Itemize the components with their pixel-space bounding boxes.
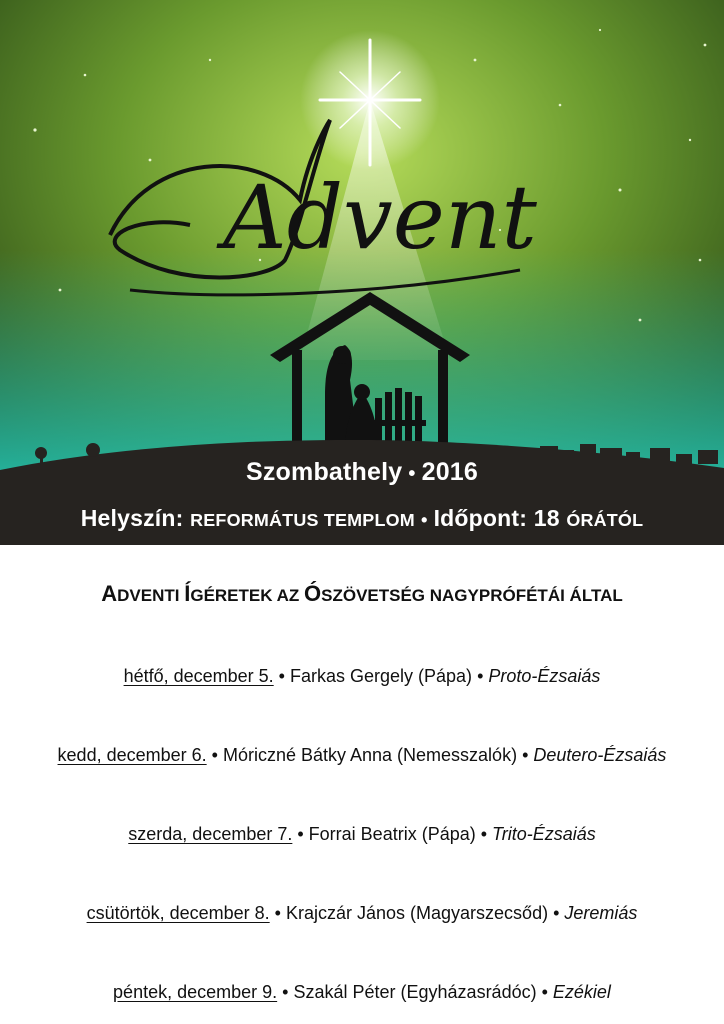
schedule-book: Proto-Ézsaiás — [488, 666, 601, 686]
bullet-separator: • — [274, 903, 281, 923]
schedule-date: hétfő, december 5. — [123, 666, 274, 686]
schedule-item — [0, 903, 724, 924]
schedule-speaker: Krajczár János (Magyarszecsőd) — [285, 903, 549, 923]
bullet-separator: • — [408, 463, 416, 485]
city-name: Szombathely — [245, 458, 403, 486]
location-time-line — [0, 505, 724, 532]
heading-text: SZÖVETSÉG NAGYPRÓFÉTÁI ÁLTAL — [321, 586, 623, 605]
bullet-separator: • — [211, 745, 218, 765]
schedule-date: csütörtök, december 8. — [86, 903, 270, 923]
bullet-separator: • — [480, 824, 488, 844]
heading-cap: A — [101, 581, 118, 606]
year: 2016 — [421, 458, 479, 486]
advent-title-text: Advent — [223, 166, 537, 269]
city-year-line — [0, 458, 724, 487]
bullet-separator: • — [477, 666, 484, 686]
bullet-separator: • — [278, 666, 285, 686]
schedule-book: Ezékiel — [552, 982, 611, 1002]
schedule-speaker: Móriczné Bátky Anna (Nemesszalók) — [222, 745, 518, 765]
schedule-item — [0, 666, 724, 687]
bullet-separator: • — [297, 824, 304, 844]
bullet-separator: • — [522, 745, 529, 765]
schedule-book: Trito-Ézsaiás — [492, 824, 596, 844]
bullet-separator: • — [282, 982, 289, 1002]
schedule-book: Deutero-Ézsaiás — [533, 745, 667, 765]
bullet-separator: • — [553, 903, 560, 923]
schedule-date: szerda, december 7. — [128, 824, 293, 844]
schedule-date: kedd, december 6. — [57, 745, 207, 765]
heading-cap: Ó — [304, 581, 322, 606]
schedule-speaker: Forrai Beatrix (Pápa) — [308, 824, 476, 844]
schedule-date: péntek, december 9. — [113, 982, 278, 1002]
schedule-item — [0, 982, 724, 1003]
schedule-item — [0, 824, 724, 845]
heading-cap: Í — [184, 581, 191, 606]
bullet-separator: • — [420, 509, 428, 530]
bullet-separator: • — [541, 982, 548, 1002]
schedule-speaker: Szakál Péter (Egyházasrádóc) — [293, 982, 537, 1002]
heading-text: GÉRETEK AZ — [190, 586, 304, 605]
location-label: Helyszín: — [80, 505, 184, 531]
schedule-item — [0, 745, 724, 766]
time-unit: ÓRÁTÓL — [566, 510, 644, 530]
schedule-speaker: Farkas Gergely (Pápa) — [289, 666, 473, 686]
location-value: REFORMÁTUS TEMPLOM — [190, 510, 415, 530]
heading-text: DVENTI — [117, 586, 185, 605]
time-number: 18 — [533, 505, 560, 531]
schedule-book: Jeremiás — [564, 903, 638, 923]
time-label: Időpont: — [433, 505, 528, 531]
section-heading — [0, 581, 724, 607]
